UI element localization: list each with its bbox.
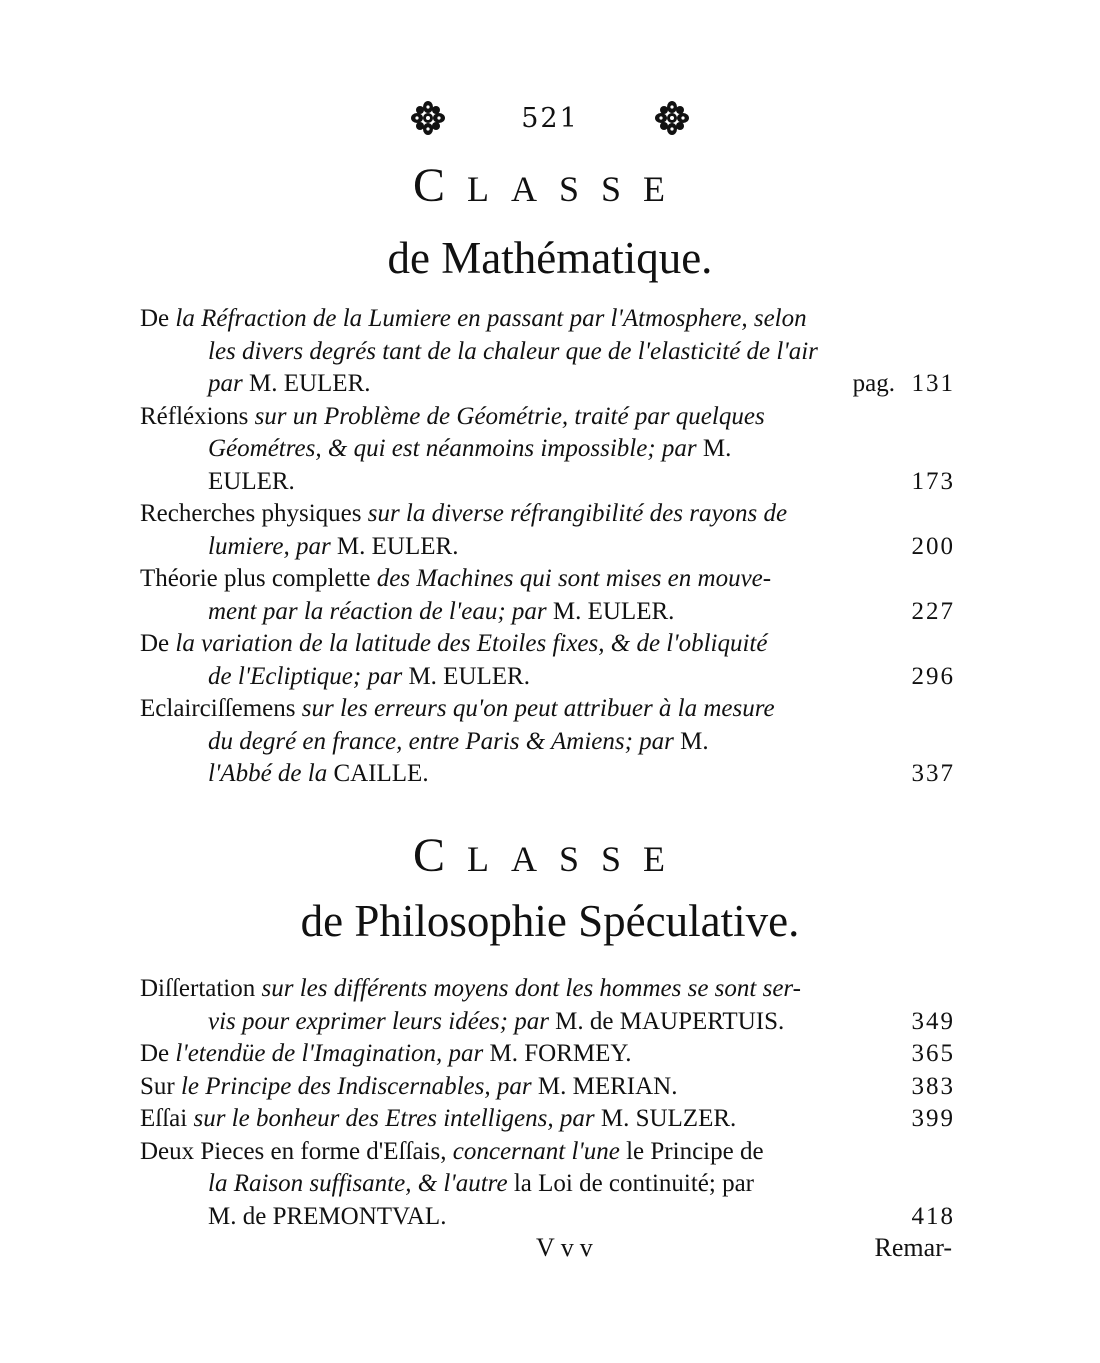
entry-author: M. EULER.: [546, 597, 675, 625]
entry-title: sur le bonheur des Etres intelligens, par: [193, 1105, 595, 1132]
entry-title: la Raison suffisante, & l'autre: [208, 1170, 508, 1197]
entry-title: la variation de la latitude des Etoiles fixes, & de l'obliquité: [175, 630, 768, 657]
entry-lead: Réfléxions: [140, 402, 255, 430]
entry-lead: De: [140, 630, 176, 657]
entry-title: sur les différents moyens dont les hommes se sont ser-: [261, 975, 801, 1002]
entry-author: M. EULER.: [402, 662, 530, 690]
entry-author: M.: [696, 435, 732, 462]
section-philosophie-entries: [140, 973, 955, 1233]
entry-line: [140, 1136, 955, 1169]
entry-lead: Eſſai: [140, 1105, 194, 1132]
entry-line: [140, 498, 955, 531]
entry-title: sur un Problème de Géométrie, traité par quelques: [254, 402, 765, 430]
entry-author: M.: [673, 727, 709, 755]
page-reference: 200: [911, 532, 955, 560]
entry-line: [140, 596, 955, 629]
toc-entry: [140, 1071, 955, 1104]
entry-line: [140, 661, 955, 694]
pag-label: pag.: [852, 370, 895, 397]
catchword: Remar-: [874, 1233, 952, 1262]
page-reference: 383: [911, 1072, 955, 1100]
entry-lead: Théorie plus complette: [140, 565, 377, 592]
entry-author: M. MERIAN.: [531, 1072, 678, 1100]
entry-title: l'etendüe de l'Imagination, par: [175, 1040, 484, 1067]
page-reference: 173: [911, 467, 955, 495]
page-header: [0, 100, 1100, 136]
entry-line: [140, 693, 955, 726]
toc-entry: [140, 628, 955, 693]
entry-title: du degré en france, entre Paris & Amiens; par: [208, 727, 674, 755]
toc-entry: [140, 1103, 955, 1136]
toc-entry: [140, 973, 955, 1038]
page-reference: 418: [911, 1202, 955, 1230]
entry-author: la Loi de continuité; par: [507, 1170, 755, 1197]
entry-title: concernant l'une: [452, 1137, 620, 1165]
entry-line: [140, 628, 955, 661]
entry-lead: Sur: [140, 1072, 181, 1100]
flower-ornament-icon: [410, 100, 446, 136]
entry-author: M. EULER.: [330, 532, 459, 560]
entry-author: M. de PREMONTVAL.: [208, 1202, 447, 1230]
page-reference: 365: [911, 1040, 955, 1067]
page-reference: 227: [911, 597, 955, 625]
section-mathematique-entries: [140, 303, 955, 791]
entry-line: [140, 758, 955, 791]
entry-line: [140, 973, 955, 1006]
entry-title: sur les erreurs qu'on peut attribuer à la mesure: [301, 695, 775, 722]
signature-mark: Vvv: [536, 1233, 599, 1262]
page-reference: 131: [911, 370, 955, 397]
entry-line: [140, 726, 955, 759]
entry-title: le Principe des Indiscernables, par: [180, 1072, 532, 1100]
toc-entry: [140, 1136, 955, 1234]
entry-line: [140, 531, 955, 564]
entry-title: lumiere, par: [208, 532, 331, 560]
entry-line: [140, 433, 955, 466]
entry-title: sur la diverse réfrangibilité des rayons de: [367, 500, 788, 527]
entry-line: [140, 401, 955, 434]
entry-title: des Machines qui sont mises en mouve-: [376, 565, 772, 592]
entry-title: de l'Ecliptique; par: [208, 662, 403, 690]
page-reference: 296: [911, 662, 955, 690]
entry-author: M. SULZER.: [594, 1105, 737, 1132]
toc-entry: [140, 1038, 955, 1071]
entry-title: la Réfraction de la Lumiere en passant par l'Atmosphere, selon: [175, 305, 807, 332]
entry-lead: Eclairciſſemens: [140, 695, 302, 722]
entry-title: les divers degrés tant de la chaleur que de l'elasticité de l'air: [208, 337, 818, 365]
entry-line: [140, 1168, 955, 1201]
section-subtitle: de Philosophie Spéculative.: [300, 896, 800, 946]
section-subtitle: de Mathématique.: [387, 233, 713, 283]
entry-lead: Recherches physiques: [140, 500, 368, 527]
entry-title: l'Abbé de la: [208, 760, 328, 787]
entry-line: [140, 1201, 955, 1234]
entry-title: vis pour exprimer leurs idées; par: [208, 1007, 549, 1035]
entry-title: par: [208, 370, 243, 397]
entry-title: Géométres, & qui est néanmoins impossible; par: [208, 435, 697, 462]
section-heading: CLASSE: [412, 829, 688, 882]
toc-entry: [140, 303, 955, 401]
entry-title: ment par la réaction de l'eau; par: [208, 597, 547, 625]
page-reference: 337: [911, 760, 955, 787]
page-reference: 349: [911, 1007, 955, 1035]
entry-author: le Principe de: [619, 1137, 764, 1165]
entry-line: [140, 1103, 955, 1136]
page-reference: 399: [911, 1105, 955, 1132]
entry-author: M. FORMEY.: [483, 1040, 632, 1067]
toc-entry: [140, 693, 955, 791]
toc-entry: [140, 563, 955, 628]
entry-line: [140, 303, 955, 336]
entry-line: [140, 466, 955, 499]
entry-author: CAILLE.: [327, 760, 429, 787]
entry-lead: De: [140, 1040, 176, 1067]
entry-author: M. de MAUPERTUIS.: [548, 1007, 785, 1035]
entry-line: [140, 1038, 955, 1071]
entry-author: M. EULER.: [242, 370, 371, 397]
toc-entry: [140, 401, 955, 499]
entry-lead: Diſſertation: [140, 975, 262, 1002]
entry-lead: Deux Pieces en forme d'Eſſais,: [140, 1137, 453, 1165]
page-number: 521: [521, 102, 579, 134]
entry-lead: De: [140, 305, 176, 332]
entry-line: [140, 563, 955, 596]
entry-line: [140, 336, 955, 369]
section-heading: CLASSE: [412, 159, 688, 212]
entry-line: [140, 1006, 955, 1039]
entry-author: EULER.: [208, 467, 295, 495]
entry-line: [140, 1071, 955, 1104]
entry-line: [140, 368, 955, 401]
flower-ornament-icon: [654, 100, 690, 136]
toc-entry: [140, 498, 955, 563]
